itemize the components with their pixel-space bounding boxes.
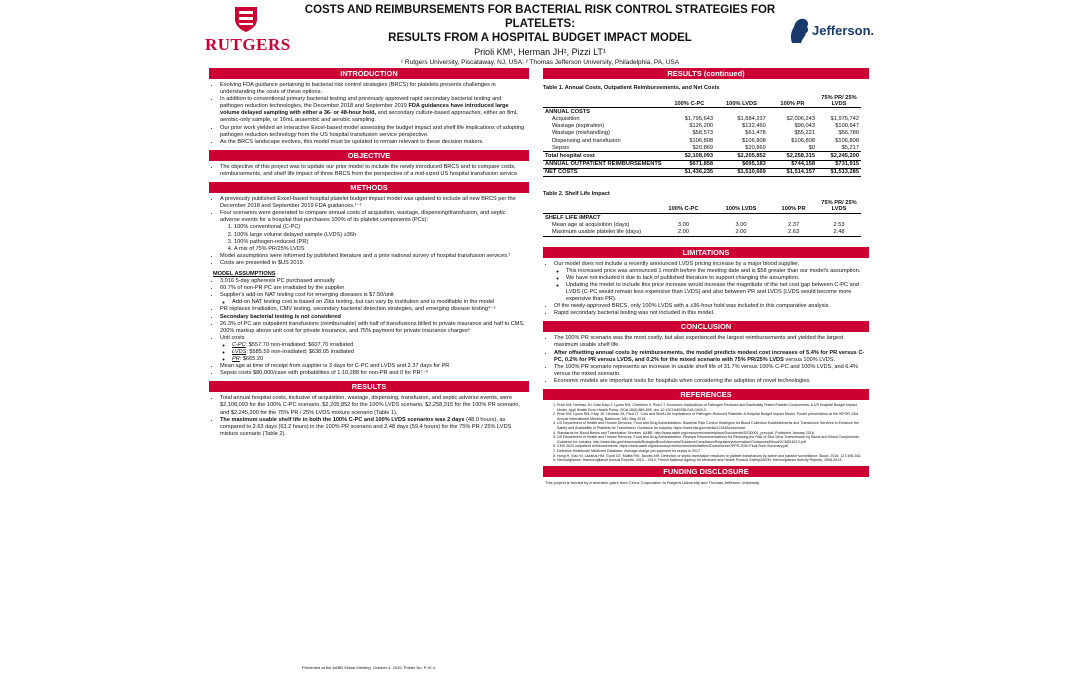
limitations-subitem: ◦ Updating the model to include this price increase would increase the magnitude of the net cost gap between C-PC and LVDS (C-PC would remain less expensive than LVDS) and also between PR and LVDS (LVDS would become more expensive than PR). <box>566 282 865 303</box>
jefferson-wordmark: Jefferson. <box>812 23 875 38</box>
conclusion-bullet <box>554 350 865 364</box>
table2-col-header: 75% PR/ 25% LVDS <box>821 200 857 213</box>
scenario-item: 1. 100% conventional (C-PC) <box>234 224 525 231</box>
table1-cell: $1,513,285 <box>817 168 861 176</box>
table1-cell: $671,858 <box>664 160 715 168</box>
objective-heading: OBJECTIVE <box>209 150 529 161</box>
reference-item: 7. Definitive Healthcare Medicare Database. Average charge-per-payment for sepsis in 2017. <box>557 449 865 454</box>
reference-item: 9. Hemovigilance: Haemovigilance Annual Reports, 2010 – 2014; French National Agency for Medicine and Health Product Safety/ANSM, Hemovigilance Activity Reports, 2006-2014. <box>557 458 865 463</box>
introduction-section <box>209 79 529 150</box>
scenario-item: 3. 100% pathogen-reduced (PR) <box>234 239 525 246</box>
results-bullet <box>220 417 525 438</box>
table2-row-label: Mean age at acquisition (days) <box>552 221 630 228</box>
table1-col-header: 100% C-PC <box>674 100 705 107</box>
table1-row-label: ANNUAL OUTPATIENT REIMBURSEMENTS <box>545 161 662 168</box>
table2-cell: 2.00 <box>712 228 770 236</box>
rutgers-logo <box>205 5 291 57</box>
table1-section-label: ANNUAL COSTS <box>543 108 664 116</box>
unit-cost-item <box>232 342 525 349</box>
methods-bullet <box>220 210 525 253</box>
intro-text: and secondary culture-based approaches, either an 8mL aerobic-only sample, or 16mL anaerobic and aerobic sampling. <box>220 110 518 124</box>
table1-cell: $1,510,669 <box>715 168 768 176</box>
unit-cost-label: LVDS <box>232 349 247 355</box>
table1-row-label: Dispensing and transfusion <box>552 137 621 144</box>
table1-cell: $1,436,235 <box>664 168 715 176</box>
table1-net-row <box>543 168 861 176</box>
intro-text: In addition to conventional primary bacterial testing and previously approved rapid secondary bacterial testing and pathogen reduction technologies, the December 2018 and September 2019 <box>220 96 502 110</box>
intro-bullet: • As the BRCS landscape evolves, this model must be updated to remain relevant to these decision makers. <box>220 139 525 146</box>
table2 <box>543 200 861 237</box>
title-block <box>295 3 785 66</box>
assumption-item: • 3,016 5-day apheresis PC purchased annually <box>220 278 525 285</box>
table1-cell: $2,205,852 <box>715 152 768 160</box>
table1-header-blank <box>543 94 664 108</box>
jefferson-logo <box>788 15 873 45</box>
table2-header-row <box>543 200 861 214</box>
table2-section-row <box>543 214 861 222</box>
conclusion-text: versus 100% LVDS. <box>783 356 836 363</box>
conclusion-bullet: • The 100% PR scenario was the most costly, but also experienced the largest reimbursements and yielded the largest maximum usable shelf life. <box>554 335 865 349</box>
unit-cost-value: : $665.20 <box>239 356 264 363</box>
conclusion-bullet: • Economic models are important tools for hospitals when considering the adoption of novel technologies. <box>554 378 865 385</box>
conclusion-text-bold: After offsetting annual costs by reimbursements, the model predicts modest cost increases of 5.4% for PR versus C-PC, 0.2% for PR versus LVDS, and 0.2% for the mixed scenario with 75% PR/25% LVDS <box>554 349 865 363</box>
table2-body <box>543 221 861 236</box>
reference-item: 5. US Department of Health and Human Services, Food and Drug Administration. Revised Recommendations for Reducing the Risk of Zika Virus Transmission by Blood and Blood Components. Guidance for Industry. http://www.fda.gov/downloads/BiologicsBloodVaccines/GuidanceComplianceRegulatoryInformation/Guidances/Blood/UCM518213.pdf <box>557 435 865 444</box>
table1-row-label: Wastage (expiration) <box>552 123 605 130</box>
poster-title-line1: COSTS AND REIMBURSEMENTS FOR BACTERIAL RISK CONTROL STRATEGIES FOR PLATELETS: <box>304 4 776 30</box>
introduction-heading: INTRODUCTION <box>209 68 529 79</box>
table2-cell: 2.53 <box>833 221 845 228</box>
table1-cell: $0 <box>808 144 815 151</box>
table1-section-row <box>543 108 861 116</box>
limitations-bullet: • Rapid secondary bacterial testing was not included in this model. <box>554 310 865 317</box>
results-text: (48.0 hours), as compared to 2.63 days (63.2 hours) in the 100% PR scenario and 2.48 days (59.4 hours) for the 75% PR / 25% LVDS mixture scenario (Table 2). <box>220 416 512 437</box>
table1-cell: $2,108,093 <box>664 152 715 160</box>
table2-cell: 2.37 <box>788 221 800 228</box>
results-section <box>209 392 529 442</box>
model-assumptions-heading: MODEL ASSUMPTIONS <box>213 270 276 277</box>
references-section <box>543 400 869 466</box>
table1-cell: $2,258,315 <box>768 152 817 160</box>
methods-bullet: • Model assumptions were informed by published literature and a prior national survey of hospital transfusion services.¹ <box>220 253 525 260</box>
methods-bullet: • Costs are presented in $US 2019. <box>220 260 525 267</box>
table1-cell: $20,869 <box>692 144 714 151</box>
limitations-subitem: ◦ This increased price was announced 1 month before the meeting date and is $58 greater than our model's assumption. <box>566 268 865 275</box>
conclusion-section <box>543 332 869 389</box>
table1-header-row <box>543 94 861 108</box>
reference-item: 6. CMS 2020 outpatient reimbursements. https://www.aabb.org/advocacy/reimbursementinitiatives/Documents/OPPS-2020-Final-Rule-Summary.pdf <box>557 444 865 449</box>
poster <box>203 0 875 675</box>
table1-cell: $2,245,200 <box>817 152 861 160</box>
table1 <box>543 94 861 177</box>
table1-cell: $1,884,237 <box>737 115 766 122</box>
table2-row-label: Maximum usable platelet life (days) <box>543 228 655 236</box>
table1-col-header: 75% PR/ 25% LVDS <box>821 94 857 107</box>
objective-section <box>209 161 529 182</box>
table1-cell: $106,808 <box>742 137 766 144</box>
conclusion-heading: CONCLUSION <box>543 321 869 332</box>
table1-cell: $1,514,157 <box>768 168 817 176</box>
presentation-footnote: Presented at the AABB Virtual Meeting, October 4, 2020, Poster No. P-IV-4. <box>302 665 436 670</box>
table2-row <box>543 221 861 228</box>
assumption-item: • PR replaces irradiation, CMV testing, secondary bacterial detection strategies, and emerging disease testing⁴⁻⁵ <box>220 306 525 313</box>
table2-cell: 2.00 <box>655 228 712 236</box>
rutgers-wordmark: RUTGERS <box>205 35 291 54</box>
table1-title: Table 1. Annual Costs, Outpatient Reimbursements, and Net Costs <box>543 85 720 91</box>
table1-row <box>543 144 861 152</box>
limitations-heading: LIMITATIONS <box>543 247 869 258</box>
conclusion-bullet: • The 100% PR scenario represents an increase in usable shelf life of 31.7% versus 100% C-PC and 100% LVDS, and 6.4% versus the mixed scenario. <box>554 364 865 378</box>
table1-col-header: 100% LVDS <box>726 100 757 107</box>
table1-cell: $55,221 <box>794 130 815 137</box>
table1-cell: $106,808 <box>689 137 714 144</box>
table1-cell: $744,158 <box>768 160 817 168</box>
table1-body <box>543 115 861 160</box>
unit-cost-label: PR <box>232 356 240 363</box>
assumption-item: • 60.7% of non-PR PC are irradiated by the supplier <box>220 285 525 292</box>
table1-row <box>543 123 861 130</box>
reference-item: 4. Standards for Blood Banks and Transfusion Services. AABB. http://www.aabb.org/resources/marketplace/Documents/SS30001_prev.pdf. Published January 2016. <box>557 431 865 436</box>
methods-section <box>209 193 529 381</box>
references-heading: REFERENCES <box>543 389 869 400</box>
table1-cell: $20,869 <box>745 144 766 151</box>
right-column <box>543 68 869 488</box>
table1-row-label: Sepsis <box>552 144 570 151</box>
table1-cell: $61,478 <box>745 130 766 137</box>
funding-heading: FUNDING DISCLOSURE <box>543 466 869 477</box>
table1-cell: $5,217 <box>841 144 859 151</box>
poster-title-line2: RESULTS FROM A HOSPITAL BUDGET IMPACT MODEL <box>388 32 692 44</box>
results-heading: RESULTS <box>209 381 529 392</box>
limitations-section <box>543 258 869 322</box>
reference-item: 1. Prioli KM, Herman JH, Katz-Karp J, Lyons RM, Chrebtow V, Pizzi LT. Economic Implications of Pathogen Reduced and Bacterially Tested Platelet Components: A US Hospital Budget Impact Model. Appl Health Econ Health Policy. 2018;16(6):889-899. doi: 10.1007/s40258-018-0409-3. <box>557 403 865 412</box>
table1-cell: $56,786 <box>838 130 859 137</box>
table2-col-header: 100% LVDS <box>725 206 757 213</box>
table2-header-blank <box>543 200 655 214</box>
table1-cell: $695,183 <box>715 160 768 168</box>
left-column <box>209 68 529 442</box>
authors: Prioli KM¹, Herman JH², Pizzi LT¹ <box>474 47 606 57</box>
table2-col-header: 100% C-PC <box>668 206 699 213</box>
table1-cell: $731,915 <box>817 160 861 168</box>
unit-cost-label: C-PC <box>232 341 246 348</box>
assumption-item: • Mean age at time of receipt from supplier is 3 days for C-PC and LVDS and 2.37 days for PR <box>220 363 525 370</box>
reference-item: 2. Prioli KM, Lyons RM, Karp JK, Herman JH, Pizzi LT. Cost and Shelf-Life Implications of Pathogen-Reduced Platelets: A Hospital Budget Impact Model. Poster presentation at the ISPOR 23rd Annual International Meeting, Baltimore, MD; May 2018. <box>557 412 865 421</box>
limitations-subitem: ◦ We have not included it due to lack of published literature to support changing the assumption. <box>566 275 865 282</box>
assumption-item: • Sepsis costs $80,000/case with probabilities of 1:10,288 for non-PR and 0 for PR⁷⁻⁹ <box>220 370 525 377</box>
table1-row <box>543 152 861 160</box>
table1-cell: $2,006,243 <box>786 115 815 122</box>
table1-row <box>543 137 861 144</box>
table1-cell: $58,573 <box>692 130 714 137</box>
limitations-bullet <box>554 261 865 304</box>
limitations-text: Our model does not include a recently announced LVDS pricing increase by a major blood supplier. <box>554 260 800 267</box>
limitations-bullet: • Of the newly-approved BRCS, only 100% LVDS with a ≥36-hour hold was included in this comparative analysis. <box>554 303 865 310</box>
table1-cell: $106,808 <box>835 137 859 144</box>
scenario-item: 4. A mix of 75% PR/25% LVDS <box>234 246 525 253</box>
results-bullet: • Total annual hospital costs, inclusive of acquisition, wastage, dispensing, transfusion, and septic adverse events, were $2,108,093 for the 100% C-PC scenario, $2,205,852 for the 100% LVDS scenario, $2,258,315 for the 100% PR scenario, and $2,245,200 for the 75% PR / 25% LVDS mixture scenario (Table 1). <box>220 395 525 416</box>
table2-cell: 2.48 <box>817 228 861 236</box>
intro-bullet: • Our prior work yielded an interactive Excel-based model assessing the budget impact and shelf life implications of adopting pathogen reduction technology from the US hospital transfusion service perspective. <box>220 125 525 139</box>
table1-row <box>543 130 861 137</box>
intro-bullet <box>220 96 525 124</box>
results-continued-heading: RESULTS (continued) <box>543 68 869 79</box>
table2-cell: 2.63 <box>770 228 817 236</box>
intro-text-bold: FDA guidances have introduced large volume delayed sampling with either a 36- or 48-hour hold, <box>220 103 509 117</box>
table1-reimb-row <box>543 160 861 168</box>
unit-cost-value: : $585.59 non-irradiated; $638.05 irradiated <box>246 349 354 355</box>
reference-item: 3. US Department of Health and Human Services, Food and Drug Administration. Bacterial Risk Control Strategies for Blood Collection Establishments and Transfusion Services to Enhance the Safety and Availability of Platelets for Transfusion. Guidance for Industry. https://www.fda.gov/media/123448/download. <box>557 421 865 430</box>
assumption-subitem: ◦ Add-on NAT testing cost is based on Zika testing, but can vary by institution and is modifiable in the model <box>232 299 525 306</box>
table1-row <box>543 115 861 122</box>
assumption-item: • 26.3% of PC are outpatient transfusions (reimbursable) with half of transfusions billed to private insurance and half to CMS, 200% markup above unit cost for private insurance, and 75% payment for private insurance charges⁶ <box>220 321 525 335</box>
table1-cell: $100,647 <box>835 123 859 130</box>
table1-row-label: Total hospital cost <box>543 152 664 160</box>
table1-cell: $106,808 <box>791 137 815 144</box>
objective-bullet: • The objective of this project was to update our prior model to include the newly introduced BRCS and to compare costs, reimbursements, and shelf life impact of three BRCS from the perspective of a mid-sized US hospital transfusion service. <box>220 164 525 178</box>
table2-section-label: SHELF LIFE IMPACT <box>543 214 655 222</box>
assumption-item <box>220 335 525 363</box>
affiliations: ¹ Rutgers University, Piscataway, NJ, USA; ² Thomas Jefferson University, Philadelphia, PA, USA <box>400 59 680 66</box>
table1-cell: $126,200 <box>689 123 714 130</box>
jefferson-head-icon <box>788 15 810 45</box>
methods-heading: METHODS <box>209 182 529 193</box>
table1-row-label: NET COSTS <box>543 168 664 176</box>
table2-cell: 3.00 <box>735 221 747 228</box>
unit-cost-item <box>232 356 525 363</box>
rutgers-shield-icon <box>233 5 259 33</box>
table2-col-header: 100% PR <box>781 206 806 213</box>
table1-cell: $90,043 <box>794 123 815 130</box>
table1-row-label: Wastage (mishandling) <box>552 130 610 137</box>
table1-cell: $1,795,643 <box>684 115 714 122</box>
results-text-bold: The maximum usable shelf life in both the 100% C-PC and 100% LVDS scenarios was 2 days <box>220 416 465 423</box>
assumption-text: Supplier's add-on NAT testing cost for emerging diseases is $7.50/unit <box>220 292 394 299</box>
assumption-item <box>220 292 525 306</box>
methods-text: Four scenarios were generated to compare annual costs of acquisition, wastage, dispensing/transfusion, and septic adverse events for a hospital that purchases 100% of its platelet components (PCs): <box>220 210 506 224</box>
table2-title: Table 2. Shelf Life Impact <box>543 190 610 197</box>
methods-bullet: • A previously published Excel-based hospital platelet budget impact model was updated to include all new BRCS per the December 2018 and September 2019 FDA guidances.¹⁻³ <box>220 196 525 210</box>
intro-bullet: • Evolving FDA guidance pertaining to bacterial risk control strategies (BRCS) for platelets presents challenges in understanding the costs of these options. <box>220 82 525 96</box>
assumption-item: • Secondary bacterial testing is not considered <box>220 314 525 321</box>
table1-row-label: Acquisition <box>552 115 580 122</box>
table2-row <box>543 228 861 236</box>
unit-cost-value: : $557.70 non-irradiated; $607.70 irradiated <box>245 341 354 348</box>
table1-cell: $1,975,742 <box>830 115 859 122</box>
reference-item: 8. Hong H, Xiao W, Lazarus HM, Good CE, Maitta RW, Jacobs MR. Detection of septic transfusion reactions to platelet transfusions by active and passive surveillance. Blood. 2016; 127:496-502. <box>557 454 865 459</box>
unit-cost-item <box>232 349 525 356</box>
poster-header <box>203 0 875 66</box>
assumption-text: Unit costs <box>220 334 245 341</box>
funding-text: This project is funded by a research grant from Cerus Corporation to Rutgers University and Thomas Jefferson University. <box>545 479 760 485</box>
table1-col-header: 100% PR <box>780 100 805 107</box>
table2-cell: 3.00 <box>677 221 689 228</box>
table1-cell: $132,460 <box>742 123 766 130</box>
scenario-item: 2. 100% large volume delayed sample (LVDS) ≥36h <box>234 232 525 239</box>
references-list <box>547 403 865 463</box>
